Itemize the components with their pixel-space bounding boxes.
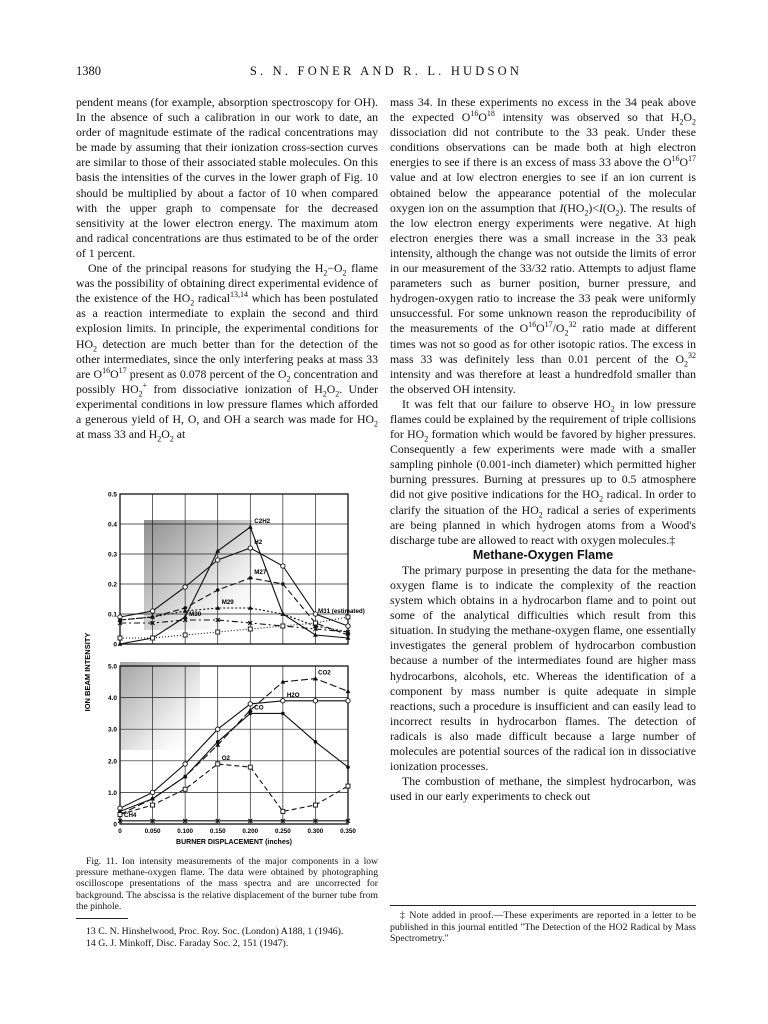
paragraph: It was felt that our failure to observe $HO_2$ in low pressure flames could be explained by the requirement of triple collisions for $HO_2$ formation which would be favored by higher pressures. Consequently a few experiments were made with a smaller sampling pinhole (0.001-inch diameter) which permitted higher burning pressures. Burning at pressures up to 0.5 atmosphere did not give positive indications for the $HO_2$ radical. In order to clarify the situation of the $HO_2$ radical a series of experiments are being planned in which hydrogen atoms from a Wood's discharge tube are allowed to react with oxygen molecules.‡ (390, 396, 697, 547)
data-point (248, 546, 252, 550)
photo-shading (120, 662, 200, 750)
data-point (346, 615, 350, 619)
series-label: C2H2 (254, 518, 271, 525)
series-label: H2 (254, 539, 263, 546)
paragraph: The primary purpose in presenting the data for the methane-oxygen flame is to indicate the complexity of the reaction system which obtains in a hydrocarbon flame and to point out some of the analytical difficulties which result from this situation. In studying the methane-oxygen flame, one essentially investigates the general problem of hydrocarbon combustion because a number of the intermediates found are higher mass hydrocarbons, alcohols, etc. Whereas the identification of a component by mass number is quite adequate in simple reactions, such a procedure is insufficient and can easily lead to incorrect results in hydrocarbon flames. The detection of radicals is also made difficult because a large number of molecules are potential sources of the radical ion in dissociative ionization processes. (390, 562, 696, 774)
x-tick-label: 0.100 (177, 828, 194, 835)
series-label: M29 (221, 599, 234, 606)
data-point (280, 611, 285, 615)
right-column (390, 95, 696, 804)
y-tick-label: 4.0 (107, 695, 117, 703)
data-point (150, 790, 154, 794)
footnote-note-added: ‡ Note added in proof.—These experiments are reported in a letter to be published in this journal entitled "The Detection of the HO2 Radical by Mass Spectrometry." (390, 910, 696, 945)
data-point (118, 636, 122, 640)
data-point (183, 585, 187, 589)
page-number: 1380 (76, 64, 101, 78)
data-point (216, 588, 220, 592)
section-heading: Methane-Oxygen Flame (472, 547, 614, 562)
y-tick-label: 0.1 (107, 611, 117, 619)
x-tick-label: 0.350 (340, 828, 356, 835)
x-tick-label: 0.050 (144, 828, 161, 835)
data-point (314, 740, 318, 744)
data-point (313, 612, 317, 616)
data-point (281, 809, 285, 813)
x-tick-label: 0.150 (209, 828, 226, 835)
series-label: H2O (286, 691, 300, 699)
data-point (216, 630, 220, 634)
series-label: CH4 (124, 811, 137, 819)
data-point (183, 762, 187, 766)
data-point (313, 621, 317, 625)
figure-caption: Fig. 11. Ion intensity measurements of the major components in a low pressure methane-oxygen flame. The data were obtained by photographing oscilloscope presentations of the mass spectra and are uncorrected for background. The abscissa is the relative displacement of the burner tube from the pinhole. (76, 856, 378, 912)
data-point (313, 632, 318, 636)
footnote-rule (390, 905, 696, 906)
data-point (151, 803, 155, 807)
series-label: CO2 (318, 669, 331, 677)
footnotes-left (76, 926, 378, 949)
data-point (313, 803, 317, 807)
y-tick-label: 2.0 (107, 758, 117, 766)
y-tick-label: 3.0 (107, 726, 117, 734)
y-tick-label: 0.2 (107, 581, 117, 589)
data-point (346, 699, 350, 703)
y-tick-label: 0.4 (107, 521, 117, 529)
data-point (248, 627, 252, 631)
data-point (151, 636, 155, 640)
data-point (248, 712, 252, 716)
series-label: M27 (254, 569, 267, 576)
data-point (281, 582, 285, 586)
figure-11 (76, 482, 378, 852)
data-point (313, 699, 317, 703)
series-label: M30 (189, 611, 202, 618)
paragraph: pendent means (for example, absorption spectroscopy for OH). In the absence of such a calibration in our work to date, an order of magnitude estimate of the radical concentrations may be made by assuming that their ionization cross-section curves are similar to those of their associated stable molecules. On this basis the intensities of the curves in the lower graph of Fig. 10 should be multiplied by about a factor of 10 when compared with the upper graph to compensate for the decreased sensitivity at the lower electron energy. The maximum atom and radical concentrations are thus estimated to be of the order of 1 percent. (76, 95, 378, 260)
data-point (216, 762, 220, 766)
data-point (216, 558, 220, 562)
data-point (346, 689, 351, 693)
x-tick-label: 0 (118, 828, 122, 835)
series-label: CO (254, 704, 264, 712)
data-point (281, 699, 285, 703)
data-point (281, 564, 285, 568)
data-point (281, 624, 285, 628)
footnote: 13 C. N. Hinshelwood, Proc. Roy. Soc. (London) A188, 1 (1946). (86, 926, 344, 937)
line-chart (76, 482, 378, 852)
y-tick-label: 1.0 (107, 789, 117, 797)
data-point (346, 784, 350, 788)
data-point (281, 712, 285, 716)
data-point (150, 609, 154, 613)
y-tick-label: 0.5 (107, 491, 117, 499)
data-point (216, 727, 220, 731)
data-point (183, 633, 187, 637)
data-point (248, 702, 252, 706)
y-axis-label: ION BEAM INTENSITY (83, 632, 92, 712)
data-point (183, 775, 187, 779)
data-point (248, 765, 252, 769)
x-tick-label: 0.200 (242, 828, 259, 835)
paragraph: The combustion of methane, the simplest hydrocarbon, was used in our early experiments to check out (390, 774, 696, 804)
data-point (216, 740, 220, 744)
series-label: M31 (estimated) (318, 608, 365, 615)
data-point (248, 576, 252, 580)
x-tick-label: 0.250 (274, 828, 291, 835)
y-tick-label: 5.0 (107, 663, 117, 671)
paragraph: mass 34. In these experiments no excess in the 34 peak above the expected $O^{16}O^{18}$ intensity was observed so that $H_2O_2$ dissociation did not contribute to the 33 peak. Under these conditions observations can be made both at high electron energies to see if there is an excess of mass 33 above the $O^{16}O^{17}$ value and at low electron energies to see if an ion current is obtained below the appearance potential of the molecular oxygen ion on the assumption that $I(HO_2)<I(O_2)$. The results of the low electron energy experiments were negative. At high electron energies there was a small increase in the 33 peak intensity, although the change was not outside the limits of error in our measurement of the 33/32 ratio. Attempts to adjust flame parameters such as burner position, burner pressure, and hydrogen-oxygen ratio to increase the 33 peak were uniformly unsuccessful. For some unknown reason the reproducibility of the measurements of the $O^{16}O^{17}/O_2^{32}$ ratio made at different times was not so good as for other isotopic ratios. The excess in mass 33 was definitely less than 0.01 percent of the $O_2^{32}$ intensity and was therefore at least a hundredfold smaller than the observed OH intensity. (390, 95, 697, 396)
footnote: 14 G. J. Minkoff, Disc. Faraday Soc. 2, 151 (1947). (86, 937, 289, 949)
y-tick-label: 0 (113, 821, 117, 829)
running-header (76, 64, 696, 80)
data-point (118, 813, 122, 817)
x-tick-label: 0.300 (307, 828, 324, 835)
data-point (346, 624, 350, 628)
paragraph: One of the principal reasons for studying the $H_2-O_2$ flame was the possibility of obtaining direct experimental evidence of the existence of the $HO_2$ radical$^{13,14}$ which has been postulated as a reaction intermediate to explain the second and third explosion limits. In principle, the experimental conditions for $HO_2$ detection are much better than for the detection of the other intermediates, since the only interfering peaks at mass 33 are $O^{16}O^{17}$ present as 0.078 percent of the $O_2$ concentration and possibly $HO_2^+$ from dissociative ionization of $H_2O_2$. Under experimental conditions in low pressure flames which afforded a generous yield of H, O, and OH a search was made for $HO_2$ at mass 33 and $H_2O_2$ at (76, 261, 378, 444)
data-point (183, 787, 187, 791)
left-column (76, 95, 378, 442)
data-point (346, 765, 350, 769)
series-label: O2 (221, 754, 230, 762)
x-axis-label: BURNER DISPLACEMENT (inches) (176, 839, 292, 846)
data-point (151, 797, 155, 801)
y-tick-label: 0 (113, 641, 117, 649)
running-title: S. N. FONER AND R. L. HUDSON (249, 64, 523, 78)
footnote-rule (76, 918, 128, 919)
y-tick-label: 0.3 (107, 551, 117, 559)
